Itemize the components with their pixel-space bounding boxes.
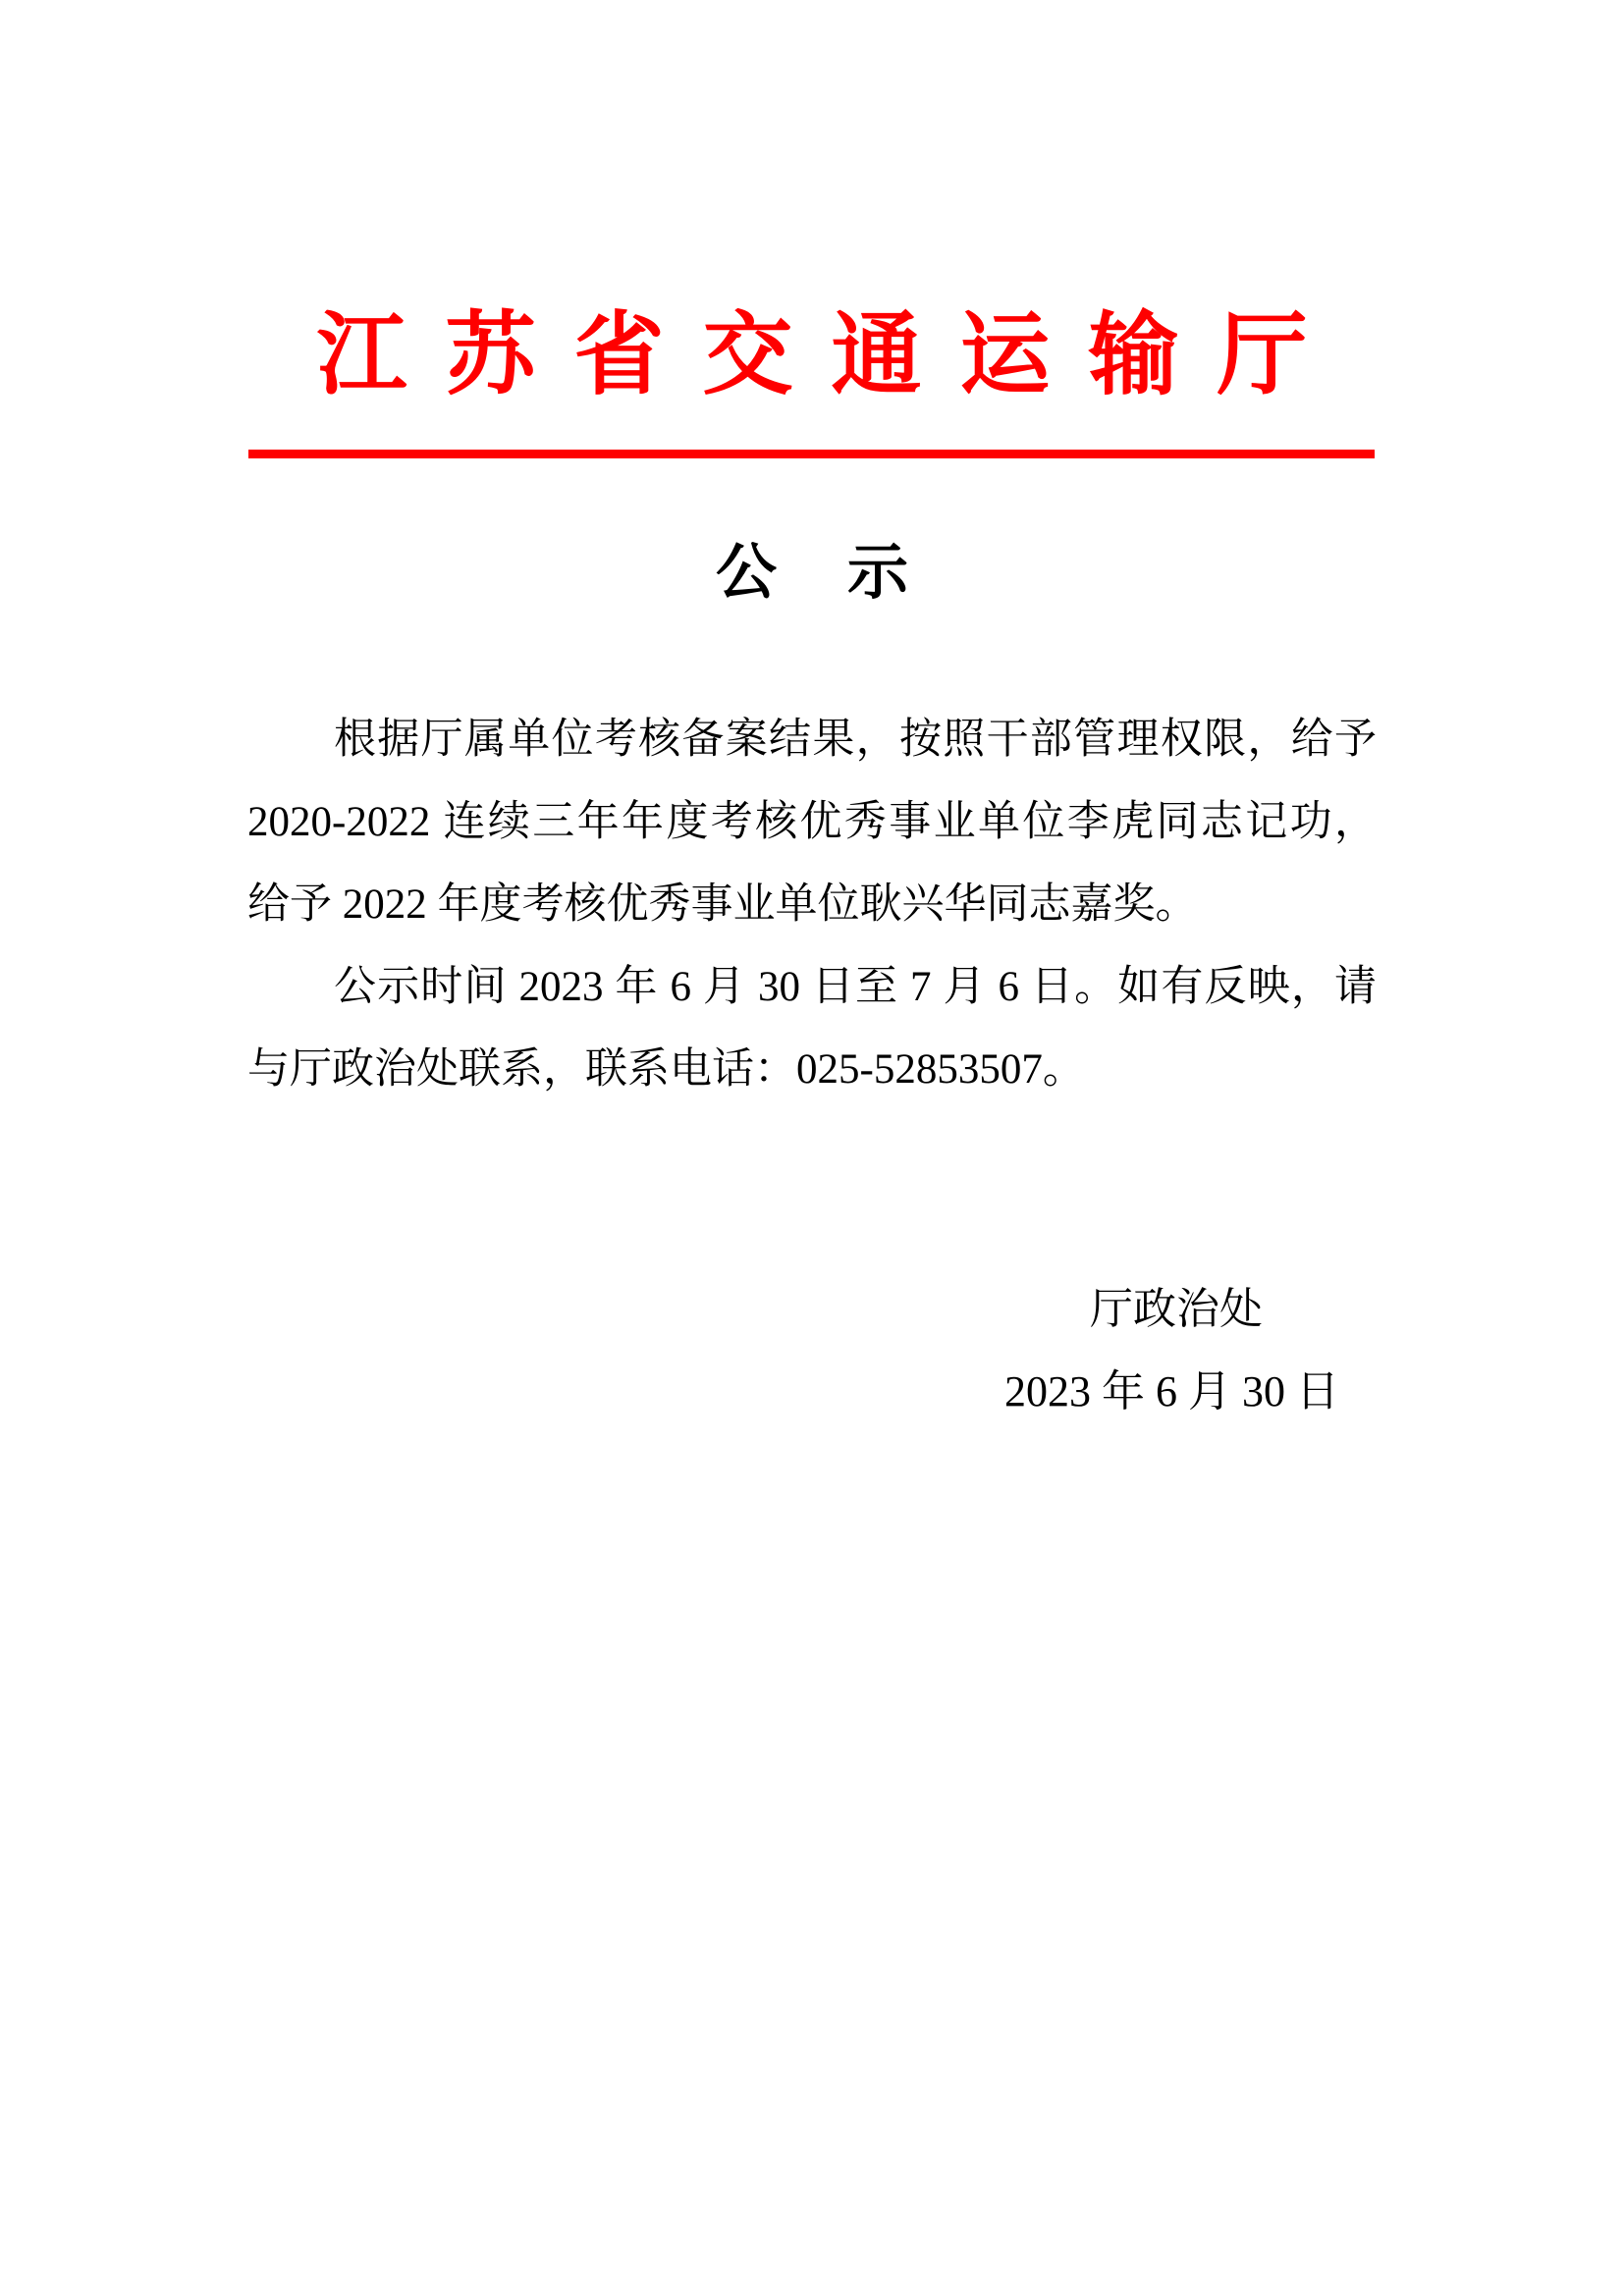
document-title: 公示 [715, 540, 979, 607]
body-line-2: 2020-2022 连续三年年度考核优秀事业单位李虎同志记功， [247, 799, 1377, 845]
signature-date: 2023 年 6 月 30 日 [1004, 1367, 1339, 1415]
body-line-1: 根据厅属单位考核备案结果，按照干部管理权限，给予 [334, 717, 1377, 763]
header-divider-rule [248, 450, 1375, 458]
signature-department: 厅政治处 [1090, 1285, 1263, 1333]
document-body [247, 699, 1377, 1111]
body-line-5: 与厅政治处联系，联系电话：025-52853507。 [247, 1046, 1085, 1093]
body-line-3: 给予 2022 年度考核优秀事业单位耿兴华同志嘉奖。 [247, 881, 1198, 928]
signature-block [247, 1268, 1377, 1433]
body-line-4: 公示时间 2023 年 6 月 30 日至 7 月 6 日。如有反映，请 [334, 964, 1377, 1010]
agency-header-title: 江苏省交通运输厅 [316, 305, 1346, 405]
